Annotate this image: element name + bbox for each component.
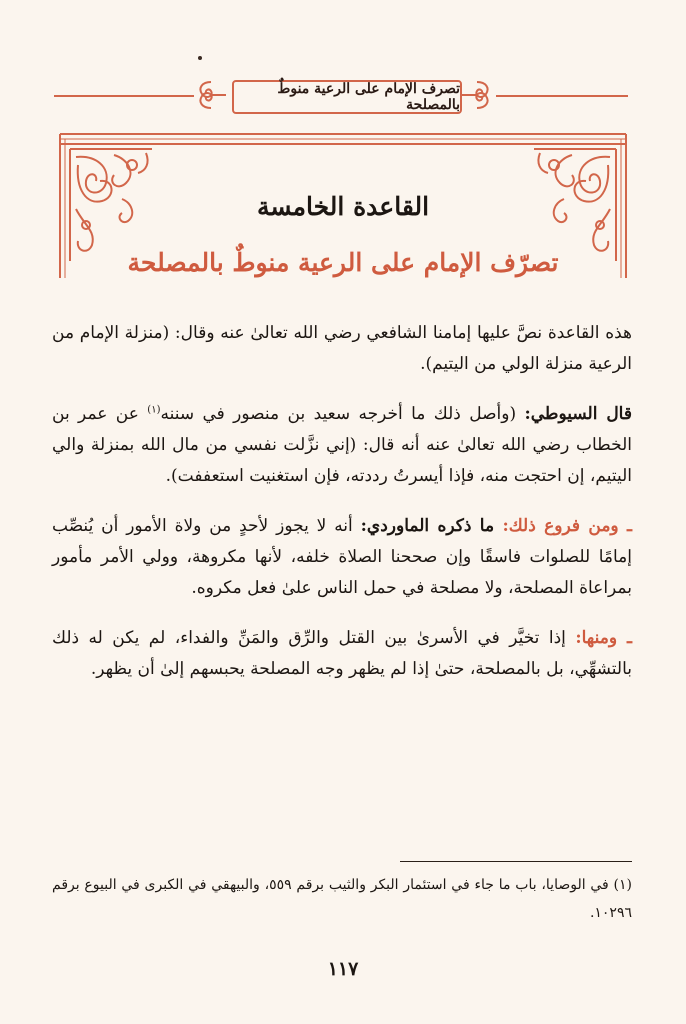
paragraph-4-rest: إذا تخيَّر في الأسرىٰ بين القتل والرِّق والمَنِّ والفداء، لم يكن له ذلك بالتشهِّي، بل بالمصلحة، حتىٰ إذا لم يظهر وجه المصلحة يحبسهم إلىٰ أن يظهر. bbox=[52, 628, 632, 679]
paragraph-3 bbox=[52, 511, 632, 604]
paragraph-2 bbox=[52, 399, 632, 492]
paragraph-3-rest: أنه لا يجوز لأحدٍ من ولاة الأمور أن يُنصِّب إمامًا للصلوات فاسقًا وإن صححنا الصلاة خلفه، لأنها مكروهة، وولي الأمر مأمور بمراعاة المصلحة، ولا مصلحة في حمل الناس علىٰ فعل مكروه. bbox=[52, 516, 632, 598]
page-number: ١١٧ bbox=[327, 958, 359, 980]
footnote-rule bbox=[400, 861, 632, 862]
paragraph-1: هذه القاعدة نصَّ عليها إمامنا الشافعي رضي الله تعالىٰ عنه وقال: (منزلة الإمام من الرعية منزلة الولي من اليتيم). bbox=[52, 323, 632, 374]
footnote-marker[interactable]: (١) bbox=[147, 404, 161, 416]
running-header: تصرف الإمام على الرعية منوطٌ بالمصلحة bbox=[232, 80, 462, 114]
paragraph-2-a: (وأصل ذلك ما أخرجه سعيد بن منصور في سننه bbox=[160, 404, 525, 424]
footnote: (١) في الوصايا، باب ما جاء في استئمار البكر والثيب برقم ٥٥٩، والبيهقي في الكبرى في البيوع برقم ١٠٢٩٦. bbox=[52, 877, 632, 921]
corner-ornament-left-icon bbox=[66, 145, 156, 265]
paragraph-2-b: عن عمر بن الخطاب رضي الله تعالىٰ عنه أنه قال: (إني نزَّلت نفسي من مال الله بمنزلة والي اليتيم، إن احتجت منه، فإذا أيسرتُ رددته، فإن استغنيت استعففت). bbox=[52, 404, 632, 486]
paragraph-4-lead: ـ ومنها: bbox=[575, 628, 633, 648]
paragraph-2-lead: قال السيوطي: bbox=[524, 404, 632, 424]
rule-title: القاعدة الخامسة bbox=[256, 192, 430, 221]
main-text bbox=[52, 318, 632, 704]
corner-ornament-right-icon bbox=[530, 145, 620, 265]
paragraph-3-lead: ـ ومن فروع ذلك: bbox=[502, 516, 632, 536]
paragraph-4 bbox=[52, 623, 632, 685]
paragraph-3-mid: ما ذكره الماوردي: bbox=[360, 516, 503, 536]
rule-subtitle: تصرّف الإمام على الرعية منوطٌ بالمصلحة bbox=[127, 248, 559, 277]
